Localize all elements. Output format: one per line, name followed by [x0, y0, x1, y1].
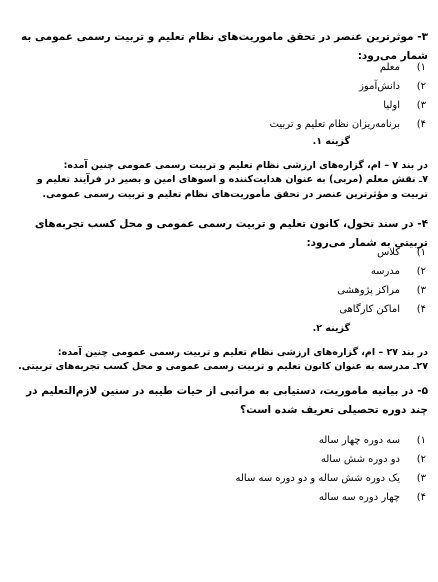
- question-3-text: ۳- موثرترین عنصر در تحقق ماموریت‌های نظام تعلیم و تربیت رسمی عمومی به شمار می‌رود:: [21, 31, 428, 62]
- option[interactable]: ۲) دو دوره شش ساله: [320, 454, 426, 465]
- question-3-options: [126, 58, 426, 134]
- option[interactable]: ۲) دانش‌آموز: [359, 81, 426, 92]
- answer-3-line2: ۷ـ نقش معلم (مربی) به عنوان هدایت‌کننده و اسوهای امین و بصیر در فرآیند تعلیم و تربیت و مؤثرترین عنصر در تحقق مأموریت‌های نظام تعلیم و تربیت رسمی عمومی.: [36, 174, 428, 200]
- answer-3: [10, 135, 428, 202]
- question-5-text: ۵- در بیانیه ماموریت، دستیابی به مراتبی از حیات طیبه در سنین لازم‌التعلیم در چند دوره تحصیلی تعریف شده است؟: [26, 385, 428, 416]
- answer-4-head: گزینه ۲.: [312, 323, 350, 334]
- option[interactable]: ۳) اولیا: [383, 100, 426, 111]
- option[interactable]: ۱) کلاس: [377, 247, 426, 258]
- answer-4-line1: در بند ۲۷ – ام، گزاره‌های ارزشی نظام تعلیم و تربیت رسمی عمومی چنین آمده:: [57, 346, 428, 358]
- answer-4: [10, 322, 428, 375]
- option[interactable]: ۲) مدرسه: [370, 266, 426, 277]
- option[interactable]: ۳) مراکز پژوهشی: [337, 285, 426, 296]
- answer-4-line2: ۲۷ـ مدرسه به عنوان کانون تعلیم و تربیت رسمی عمومی و محل کسب تجربه‌های تربیتی.: [18, 361, 428, 372]
- option[interactable]: ۱) سه دوره چهار ساله: [318, 435, 426, 446]
- question-5-options: [126, 431, 426, 507]
- question-4-text: ۴- در سند تحول، کانون تعلیم و تربیت رسمی عمومی و محل کسب تجربه‌های تربیتی به شمار می‌رود:: [34, 218, 428, 249]
- answer-3-head: گزینه ۱.: [312, 136, 350, 147]
- option[interactable]: ۴) برنامه‌ریزان نظام تعلیم و تربیت: [269, 119, 426, 130]
- question-4-options: [126, 243, 426, 319]
- option[interactable]: ۴) چهار دوره سه ساله: [318, 492, 426, 503]
- answer-3-line1: در بند ۷ – ام، گزاره‌های ارزشی نظام تعلیم و تربیت رسمی عمومی چنین آمده:: [63, 159, 428, 171]
- option[interactable]: ۳) یک دوره شش ساله و دو دوره سه ساله: [235, 473, 426, 484]
- option[interactable]: ۱) معلم: [379, 62, 426, 73]
- option[interactable]: ۴) اماکن کارگاهی: [339, 304, 426, 315]
